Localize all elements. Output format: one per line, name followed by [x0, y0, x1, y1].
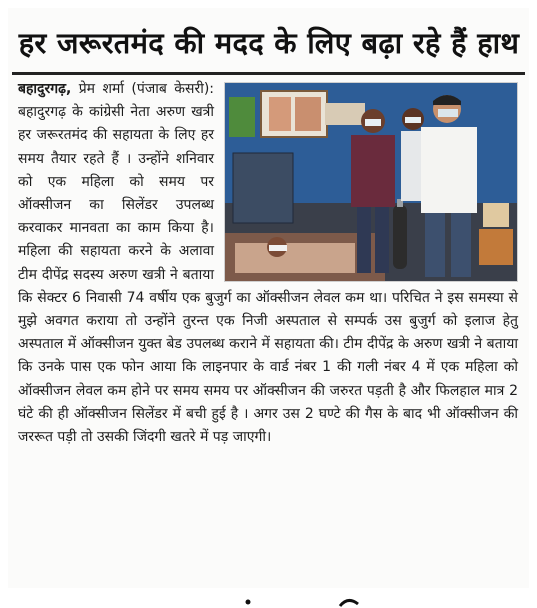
byline: प्रेम शर्मा (पंजाब केसरी): [71, 81, 214, 97]
photo-illustration [225, 83, 517, 281]
news-photo [224, 82, 518, 282]
newspaper-clipping [8, 8, 529, 588]
article-text: बहादुरगढ़ के कांग्रेसी नेता अरुण खत्री हर जरूरतमंद की सहायता के लिए हर समय तैयार रहते हैं । उन्होंने शनिवार को एक महिला को समय पर ऑक्सीजन का सिलेंडर उपलब्ध करवाकर मानवता का काम किया है। महिला की सहायता करने के अलावा टीम दीपेंद्र सदस्य अरुण खत्री ने बताया कि सेक्टर 6 निवासी 74 वर्षीय एक बुजुर्ग का ऑक्सीजन लेवल कम था। परिचित ने इस समस्या से मुझे अवगत कराया तो उन्होंने तुरन्त एक निजी अस्पताल से सम्पर्क उस बुजुर्ग को इलाज हेतु अस्पताल में ऑक्सीजन युक्त बेड उपलब्ध कराने में सहायता की। टीम दीपेंद्र के अरुण खत्री ने बताया कि उनके पास एक फोन आया कि लाइनपार के वार्ड नंबर 1 की गली नंबर 4 में एक महिला को ऑक्सीजन लेवल कम होने पर समय समय पर ऑक्सीजन की जरुरत पड़ती है और फिलहाल मात्र 2 घंटे की ही ऑक्सीजन सिलेंडर में बची हुई है । अगर उस 2 घण्टे की गैस के बाद भी ऑक्सीजन की जररूत पड़ी तो उसकी जिंदगी खतरे में पड़ जाएगी। [18, 104, 518, 446]
article-body [18, 78, 518, 449]
headline: हर जरूरतमंद की मदद के लिए बढ़ा रहे हैं हाथ [18, 26, 520, 60]
headline-rule [12, 72, 525, 75]
dateline-place: बहादुरगढ़, [18, 81, 72, 97]
cut-off-next-headline [228, 592, 368, 608]
